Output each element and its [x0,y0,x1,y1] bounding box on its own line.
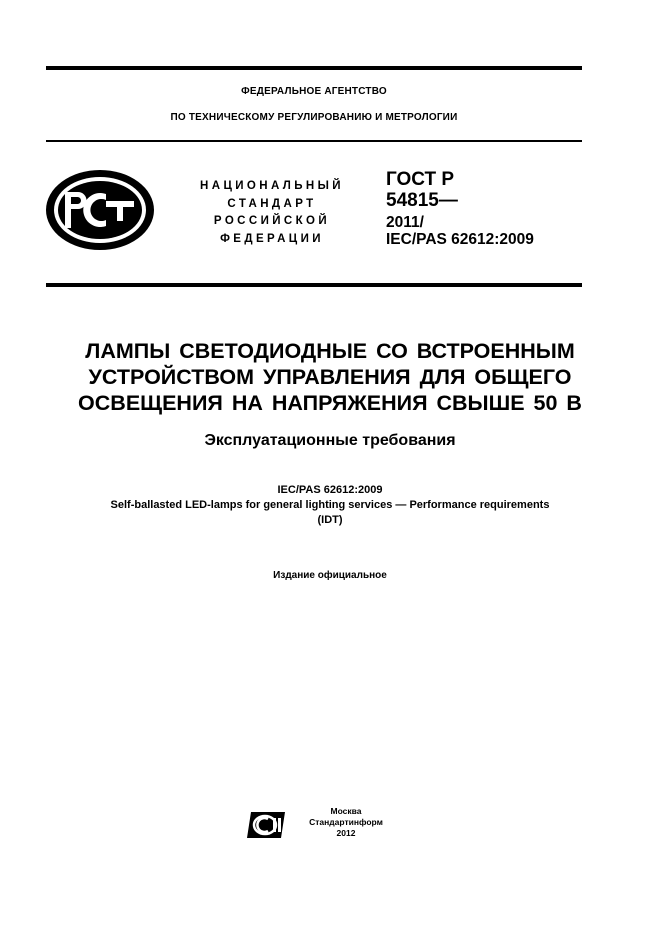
publisher-name: Стандартинформ [309,817,383,827]
edition-label: Издание официальное [273,570,387,581]
international-code: IEC/PAS 62612:2009 [277,484,383,496]
designation-line4: IEC/PAS 62612:2009 [386,230,534,248]
english-title: Self-ballasted LED-lamps for general lighting services — Performance requirements [110,499,550,511]
agency-name-line1: ФЕДЕРАЛЬНОЕ АГЕНТСТВО [241,86,387,97]
national-standard-line1: НАЦИОНАЛЬНЫЙ [200,180,344,192]
document-subtitle: Эксплуатационные требования [204,432,456,449]
rst-certification-logo-icon [44,168,156,252]
top-rule [46,66,582,70]
masthead-bottom-rule [46,283,582,287]
designation-line2: 54815— [386,189,458,211]
equivalence-mark: (IDT) [317,514,343,526]
agency-name-line2: ПО ТЕХНИЧЕСКОМУ РЕГУЛИРОВАНИЮ И МЕТРОЛОГИИ [170,112,458,123]
national-standard-label [180,178,364,248]
designation-line3: 2011/ [386,213,424,231]
header-rule [46,140,582,142]
national-standard-line4: ФЕДЕРАЦИИ [220,232,324,245]
title-line3: ОСВЕЩЕНИЯ НА НАПРЯЖЕНИЯ СВЫШЕ 50 В [78,391,582,415]
publication-year: 2012 [336,828,356,838]
publisher-city: Москва [330,806,362,816]
publisher-block [300,806,392,839]
document-title [40,338,620,416]
national-standard-line3: РОССИЙСКОЙ [213,215,331,227]
standard-designation [386,170,534,248]
designation-line1: ГОСТ Р [386,169,455,190]
international-reference [30,483,630,528]
title-line1: ЛАМПЫ СВЕТОДИОДНЫЕ СО ВСТРОЕННЫМ [85,339,575,363]
national-standard-line2: СТАНДАРТ [227,197,317,210]
standartinform-logo-icon [245,810,287,840]
title-line2: УСТРОЙСТВОМ УПРАВЛЕНИЯ ДЛЯ ОБЩЕГО [88,365,572,389]
